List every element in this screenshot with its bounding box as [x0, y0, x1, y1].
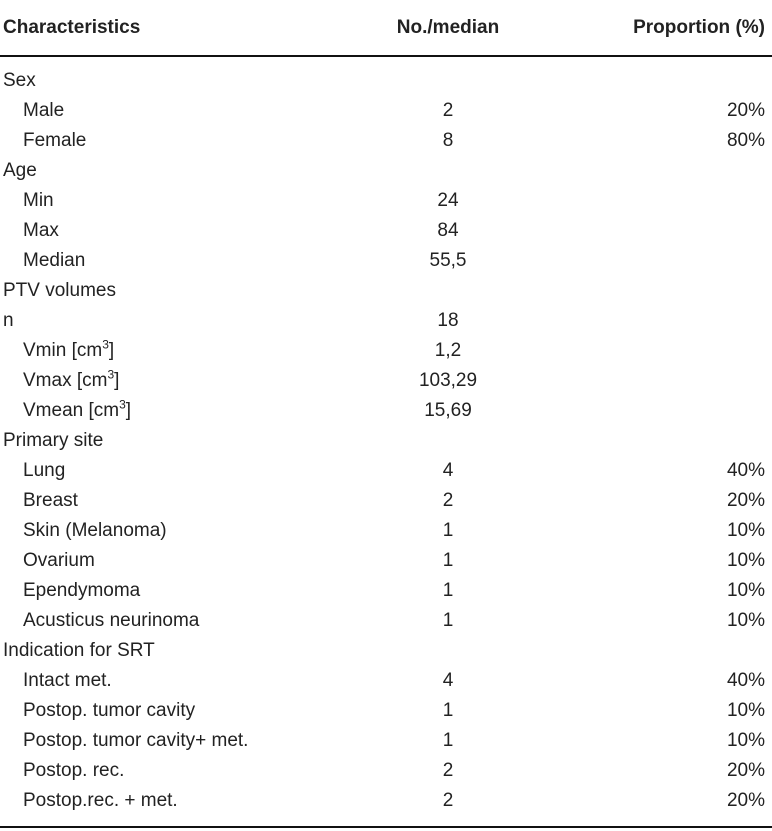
row-proportion: 10%: [726, 730, 765, 751]
row-value: 24: [437, 190, 459, 211]
row-proportion: 20%: [726, 490, 765, 511]
row-label: Breast: [23, 490, 78, 511]
row-proportion: 40%: [726, 670, 765, 691]
row-label: PTV volumes: [3, 280, 116, 301]
row-label: Postop.rec. + met.: [23, 790, 178, 811]
table-body: [0, 66, 772, 816]
row-proportion: 10%: [726, 520, 765, 541]
row-value: 2: [442, 490, 454, 511]
table-row: [0, 576, 772, 606]
table-row: [0, 756, 772, 786]
row-proportion: 20%: [726, 100, 765, 121]
row-label: Postop. tumor cavity+ met.: [23, 730, 249, 751]
row-label: Sex: [3, 70, 36, 91]
row-value: 2: [442, 790, 454, 811]
header-proportion: Proportion (%): [633, 16, 765, 38]
table-row: [0, 96, 772, 126]
row-value: 4: [442, 670, 454, 691]
row-label: Skin (Melanoma): [23, 520, 167, 541]
row-label: Vmin $[cm^3]$: [23, 337, 115, 361]
table-row: [0, 66, 772, 96]
row-value: 1: [442, 610, 454, 631]
row-value: 15,69: [424, 400, 472, 421]
table-row: [0, 786, 772, 816]
row-label: Lung: [23, 460, 66, 481]
superscript: 3: [119, 397, 126, 412]
row-value: 2: [442, 100, 454, 121]
table-row: [0, 246, 772, 276]
table-row: [0, 336, 772, 366]
row-value: 84: [437, 220, 459, 241]
row-value: 8: [442, 130, 454, 151]
table-row: [0, 276, 772, 306]
row-proportion: 20%: [726, 760, 765, 781]
row-label: Male: [23, 100, 65, 121]
row-proportion: 10%: [726, 550, 765, 571]
table-row: [0, 636, 772, 666]
table-row: [0, 666, 772, 696]
header-characteristics: Characteristics: [3, 16, 141, 38]
table-row: [0, 696, 772, 726]
superscript: 3: [102, 337, 109, 352]
row-label: Primary site: [3, 430, 104, 451]
table-row: [0, 486, 772, 516]
row-label: Female: [23, 130, 87, 151]
row-proportion: 10%: [726, 610, 765, 631]
table-row: [0, 516, 772, 546]
table-row: [0, 366, 772, 396]
row-label: Postop. tumor cavity: [23, 700, 196, 721]
table-header: [0, 0, 772, 55]
row-label: Max: [23, 220, 59, 241]
row-value: 55,5: [429, 250, 467, 271]
row-value: 103,29: [418, 370, 478, 391]
row-label: Indication for SRT: [3, 640, 155, 661]
row-label: Vmax $[cm^3]$: [23, 367, 120, 391]
table-row: [0, 306, 772, 336]
table-row: [0, 396, 772, 426]
table-row: [0, 126, 772, 156]
row-value: 1: [442, 520, 454, 541]
row-label: Ovarium: [23, 550, 95, 571]
row-label: n: [3, 310, 14, 331]
row-label: Intact met.: [23, 670, 112, 691]
row-proportion: 10%: [726, 700, 765, 721]
row-value: 1: [442, 730, 454, 751]
row-value: 1,2: [434, 340, 462, 361]
row-proportion: 40%: [726, 460, 765, 481]
row-proportion: 80%: [726, 130, 765, 151]
table-row: [0, 156, 772, 186]
table-row: [0, 216, 772, 246]
superscript: 3: [107, 367, 115, 382]
row-value: 1: [442, 700, 454, 721]
row-label: Min: [23, 190, 54, 211]
row-value: 1: [442, 580, 454, 601]
row-label: Postop. rec.: [23, 760, 125, 781]
table-row: [0, 456, 772, 486]
row-label: Age: [3, 160, 37, 181]
table-row: [0, 186, 772, 216]
row-value: 18: [437, 310, 459, 331]
row-value: 1: [442, 550, 454, 571]
header-no-median: No./median: [396, 16, 500, 38]
row-proportion: 10%: [726, 580, 765, 601]
table-row: [0, 546, 772, 576]
row-proportion: 20%: [726, 790, 765, 811]
row-value: 4: [442, 460, 454, 481]
table-row: [0, 426, 772, 456]
row-value: 2: [442, 760, 454, 781]
row-label: Acusticus neurinoma: [23, 610, 200, 631]
table-row: [0, 726, 772, 756]
row-label: Vmean $[cm^3]$: [23, 397, 132, 421]
row-label: Ependymoma: [23, 580, 141, 601]
bottom-rule: [0, 826, 772, 828]
table-row: [0, 606, 772, 636]
row-label: Median: [23, 250, 86, 271]
